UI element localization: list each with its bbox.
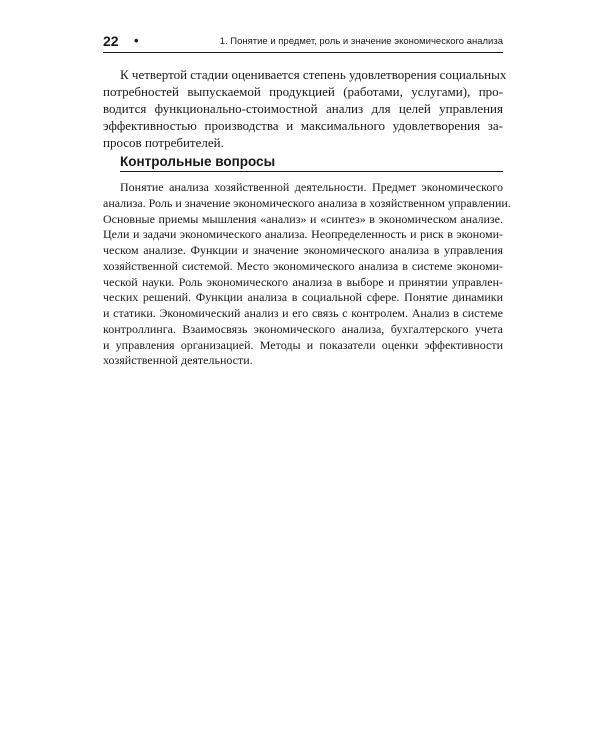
text-line: и статики. Экономический анализ и его связь с контролем. Анализ в системе (103, 306, 503, 320)
text-line: потребностей выпускаемой продукцией (работами, услугами), про- (103, 84, 503, 99)
text-line: водится функционально-стоимостной анализ для целей управления (103, 101, 503, 116)
section-rule (120, 171, 503, 172)
page-header (103, 30, 503, 54)
text-line: Основные приемы мышления «анализ» и «синтез» в экономическом анализе. (103, 211, 503, 226)
intro-paragraph (103, 66, 507, 151)
text-line: контроллинга. Взаимосвязь экономического анализа, бухгалтерского учета (103, 321, 503, 336)
section-heading (103, 153, 503, 173)
running-head: 1. Понятие и предмет, роль и значение экономического анализа (219, 36, 503, 47)
text-line: К четвертой стадии оценивается степень удовлетворения социальных (120, 67, 507, 82)
text-line: Цели и задачи экономического анализа. Неопределенность и риск в экономи- (103, 227, 503, 242)
text-line: анализа. Роль и значение экономического анализа в хозяйственном управлении. (103, 195, 511, 210)
questions-paragraph (103, 180, 511, 369)
text-line: ческой науки. Роль экономического анализа в выборе и принятии управлен- (103, 274, 503, 289)
text-line: хозяйственной деятельности. (103, 353, 253, 368)
text-line: эффективностью производства и максимального удовлетворения за- (103, 118, 503, 133)
page-number: 22 (103, 33, 119, 49)
section-title: Контрольные вопросы (120, 154, 276, 169)
text-line: хозяйственной системой. Место экономического анализа в системе экономи- (103, 258, 503, 273)
text-line: ческом анализе. Функции и значение экономического анализа в управления (103, 243, 503, 257)
text-line: и управления организацией. Методы и показатели оценки эффективности (103, 337, 503, 352)
text-line: Понятие анализа хозяйственной деятельности. Предмет экономического (120, 180, 503, 194)
header-bullet: • (134, 33, 139, 48)
text-line: ческих решений. Функции анализа в социальной сфере. Понятие динамики (103, 290, 503, 305)
header-rule (103, 52, 503, 53)
text-line: просов потребителей. (103, 135, 224, 150)
